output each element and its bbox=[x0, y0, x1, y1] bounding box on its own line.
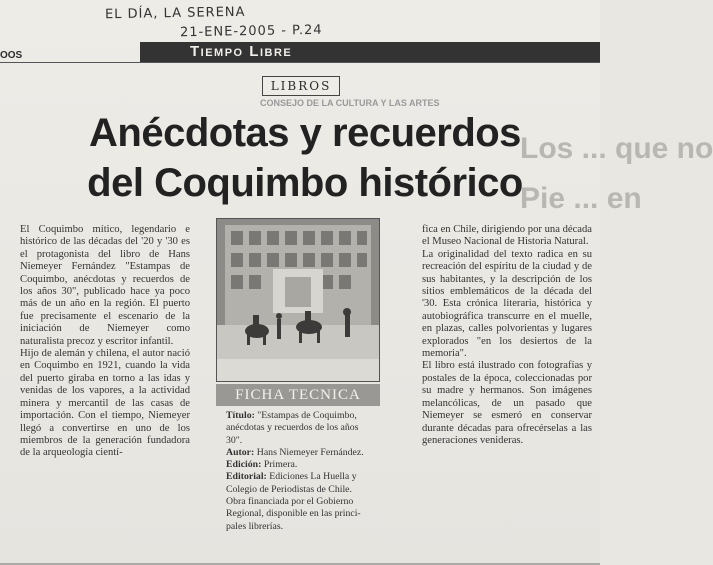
ficha-line-label: Editorial: bbox=[226, 471, 267, 483]
article-column-2: fica en Chile, dirigiendo por una década el Museo Nacional de Historia Natural. La originalidad del texto radica en su recreación del espíritu de la ciudad y de sus habitantes, y la descripción de los sitios emblemáticos de la década del '30. Esta crónica literaria, histórica y autobiográfica transcurre en el muelle, en plazas, calles polvorientas y lugares explorados "en los desiertos de la memoria". El libro está ilustrado con fotografías y postales de la época, coleccionadas por su madre y hermanos. Son imágenes melancólicas, de un pasado que Niemeyer se esmeró en conservar durante décadas para ofrecérselas a las generaciones venideras. bbox=[422, 224, 592, 446]
ficha-line-text: "Estampas de Coquimbo, bbox=[254, 410, 357, 421]
article-column-1: El Coquimbo mítico, legendario e histórico de las décadas del '20 y '30 es el protagonista del libro de Hans Niemeyer Fernández "Estampas de Coquimbo, anécdotas y recuerdos de los años 30", publicado hace ya poco más de un año en la región. El puerto fue precisamente el escenario de la iniciación de Niemeyer como naturalista precoz y escritor infantil. Hijo de alemán y chilena, el autor nació en Coquimbo en 1921, cuando la vida del puerto giraba en torno a las idas y venidas de los vapores, a la actividad minera y mercantil de las casas de importación. Con el tiempo, Niemeyer llegó a convertirse en uno de los miembros de la generación fundadora de la arqueología cientí- bbox=[20, 224, 190, 459]
book-cover-illustration bbox=[217, 219, 379, 381]
section-title: Tiempo Libre bbox=[190, 43, 293, 60]
page-edge-text-left: OOS bbox=[0, 50, 23, 61]
ficha-line bbox=[226, 484, 376, 496]
ficha-line-label: Título: bbox=[226, 410, 255, 421]
category-tag: LIBROS bbox=[262, 76, 340, 96]
ficha-line bbox=[226, 422, 376, 447]
ficha-line bbox=[226, 447, 376, 459]
bleed-through-text-1: Los ... que no bbox=[520, 132, 713, 165]
bleed-through-text-small: CONSEJO DE LA CULTURA Y LAS ARTES bbox=[260, 98, 440, 108]
ficha-line bbox=[226, 410, 376, 422]
ficha-line bbox=[226, 521, 376, 533]
ficha-line-text: Colegio de Periodistas de Chile. bbox=[226, 483, 352, 495]
ficha-line bbox=[226, 496, 376, 508]
article-headline bbox=[40, 108, 570, 208]
ficha-tecnica-title: FICHA TECNICA bbox=[216, 384, 380, 406]
ficha-line bbox=[226, 508, 376, 520]
ficha-tecnica-details bbox=[226, 410, 376, 533]
bleed-through-text-2: Pie ... en bbox=[520, 182, 642, 215]
ficha-line bbox=[226, 471, 376, 483]
ficha-line-text: Primera. bbox=[261, 459, 298, 471]
ficha-line-text: Ediciones La Huella y bbox=[266, 471, 357, 483]
ficha-line-label: Edición: bbox=[226, 459, 262, 471]
ficha-line-text: Hans Niemeyer Fernández. bbox=[254, 446, 364, 458]
headline-line-1: Anécdotas y recuerdos bbox=[89, 111, 521, 155]
book-cover-photo bbox=[216, 218, 380, 382]
ficha-line-text: Obra financiada por el Gobierno bbox=[226, 496, 354, 508]
ficha-line-text: anécdotas y recuerdos de los años 30". bbox=[226, 422, 359, 446]
header-rule bbox=[0, 62, 600, 63]
ficha-line-text: Regional, disponible en las princi- bbox=[226, 508, 361, 520]
ficha-line-label: Autor: bbox=[226, 446, 255, 458]
headline-line-2: del Coquimbo histórico bbox=[87, 161, 523, 205]
section-header-bar bbox=[140, 42, 600, 62]
handwritten-date-note: 21-ENE-2005 - P.24 bbox=[179, 22, 323, 41]
ficha-line-text: pales librerías. bbox=[226, 520, 284, 532]
ficha-line bbox=[226, 459, 376, 471]
handwritten-source-note: EL DÍA, LA SERENA bbox=[104, 4, 246, 23]
